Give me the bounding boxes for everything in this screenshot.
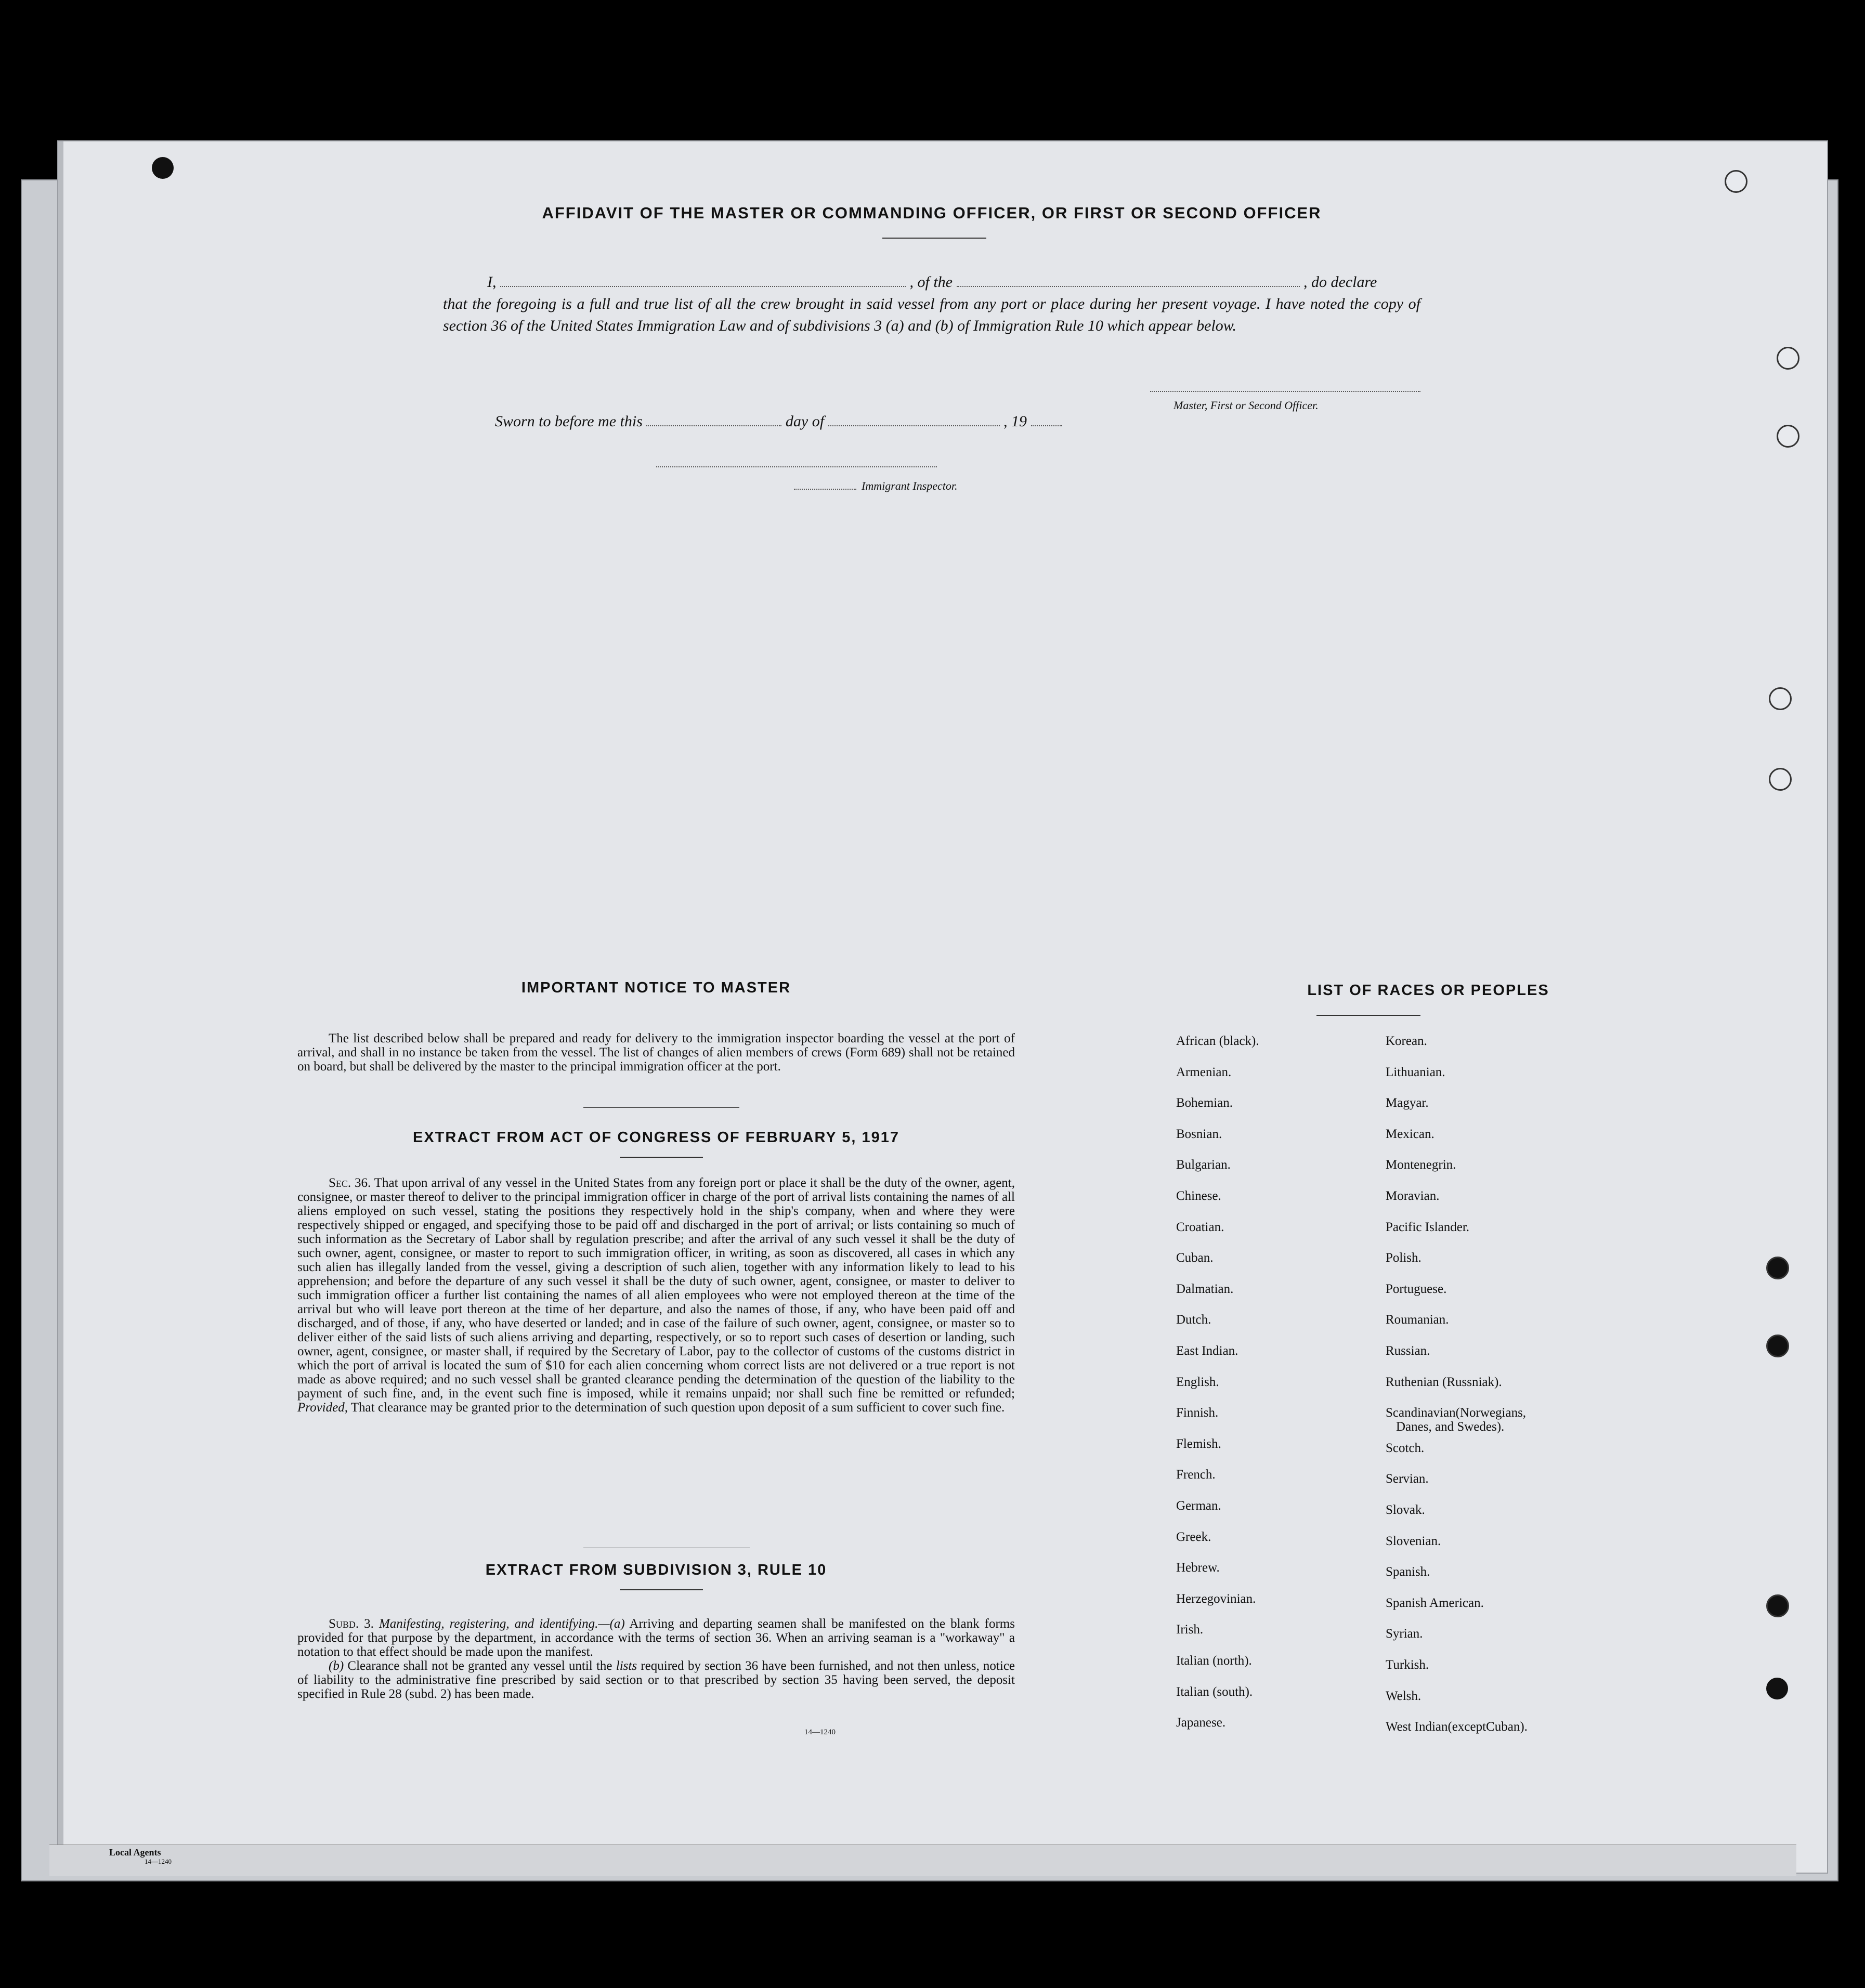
- affidavit-of-label: , of the: [909, 273, 953, 291]
- race-item: Danes, and Swedes).: [1396, 1420, 1505, 1434]
- race-item: East Indian.: [1176, 1344, 1238, 1358]
- binder-ring: [1766, 1257, 1789, 1279]
- signature-label: Master, First or Second Officer.: [1173, 399, 1319, 412]
- binder-ring: [1777, 347, 1799, 370]
- act-sec-label: Sec. 36.: [329, 1176, 371, 1190]
- race-item: Portuguese.: [1386, 1281, 1447, 1296]
- race-item: Japanese.: [1176, 1716, 1226, 1730]
- affidavit-declare-label: , do declare: [1303, 273, 1377, 291]
- race-item: Scandinavian(Norwegians,: [1386, 1406, 1527, 1420]
- race-item: Irish.: [1176, 1623, 1204, 1637]
- binder-ring: [1769, 687, 1792, 710]
- race-item: Servian.: [1386, 1472, 1429, 1486]
- race-item: Spanish.: [1386, 1565, 1430, 1579]
- race-item: Turkish.: [1386, 1658, 1429, 1672]
- notice-rule: [583, 1107, 739, 1108]
- notice-body: The list described below shall be prepared and ready for delivery to the immigration inspector boarding the vessel at the port of arrival, and shall in no instance be taken from the vessel. The list of changes of alien members of crews (Form 689) shall not be retained on board, but shall be delivered by the master to the principal immigration officer at the port.: [297, 1031, 1015, 1074]
- rule-para-b-lists: lists: [616, 1659, 637, 1673]
- race-item: Croatian.: [1176, 1220, 1224, 1234]
- race-item: Chinese.: [1176, 1189, 1221, 1203]
- affidavit-line-1: [443, 271, 1420, 293]
- race-item: African (black).: [1176, 1034, 1259, 1048]
- inspector-line-2[interactable]: [794, 489, 856, 490]
- inspector-line[interactable]: [656, 466, 937, 467]
- races-title: LIST OF RACES OR PEOPLES: [1307, 982, 1549, 999]
- race-item: Dutch.: [1176, 1313, 1211, 1327]
- race-item: Moravian.: [1386, 1189, 1440, 1203]
- race-item: German.: [1176, 1499, 1221, 1513]
- rule-para-a-text: Arriving and departing seamen shall be manifested on the blank forms provided for that purpose by the department, in accordance with the terms of section 36. When an arriving seaman is a "workaway" a notation to that effect should be made upon the manifest.: [297, 1617, 1015, 1659]
- affidavit-i-label: I,: [487, 273, 497, 291]
- signature-line[interactable]: [1150, 391, 1420, 392]
- binder-ring: [1777, 425, 1799, 448]
- punch-hole: [1766, 1678, 1788, 1699]
- sworn-day-field[interactable]: [646, 425, 781, 426]
- bottom-strip: [49, 1845, 1796, 1876]
- sworn-day-label: day of: [785, 413, 825, 430]
- punch-hole: [152, 157, 174, 179]
- race-item: English.: [1176, 1375, 1219, 1389]
- sworn-year-field[interactable]: [1031, 425, 1062, 426]
- race-item: Armenian.: [1176, 1065, 1232, 1079]
- local-agents-label: Local Agents: [109, 1847, 161, 1858]
- act-extract-body: [297, 1176, 1015, 1415]
- affidavit-body: that the foregoing is a full and true list of all the crew brought in said vessel from any port or place during her present voyage. I have noted the copy of section 36 of the United States Immigration Law and of subdivisions 3 (a) and (b) of Immigration Rule 10 which appear below.: [443, 295, 1420, 334]
- race-item: Montenegrin.: [1386, 1158, 1456, 1172]
- sworn-month-field[interactable]: [828, 425, 1000, 426]
- race-item: Spanish American.: [1386, 1595, 1484, 1610]
- race-item: Scotch.: [1386, 1441, 1425, 1455]
- inspector-label: Immigrant Inspector.: [862, 479, 958, 492]
- race-item: Bohemian.: [1176, 1096, 1233, 1110]
- race-item: Italian (north).: [1176, 1654, 1252, 1668]
- rule-para-b-text-1: Clearance shall not be granted any vessel until the: [347, 1659, 612, 1673]
- race-item: Slovak.: [1386, 1503, 1425, 1517]
- binder-ring: [1725, 170, 1747, 193]
- race-item: Herzegovinian.: [1176, 1591, 1256, 1606]
- notice-title: IMPORTANT NOTICE TO MASTER: [521, 979, 791, 996]
- binder-ring: [1769, 768, 1792, 791]
- race-item: Roumanian.: [1386, 1313, 1449, 1327]
- sworn-line: [495, 413, 1062, 430]
- binder-ring: [1766, 1335, 1789, 1357]
- footer-form-number: 14—1240: [145, 1858, 172, 1865]
- rule-extract-body: [297, 1617, 1015, 1701]
- race-item: Lithuanian.: [1386, 1065, 1445, 1079]
- rule-para-a: [297, 1617, 1015, 1659]
- race-item: Bosnian.: [1176, 1127, 1222, 1141]
- race-item: Magyar.: [1386, 1096, 1429, 1110]
- race-item: Bulgarian.: [1176, 1158, 1231, 1172]
- race-item: West Indian(exceptCuban).: [1386, 1720, 1528, 1734]
- rule-heading: Manifesting, registering, and identifying.—(a): [379, 1617, 625, 1631]
- race-item: Pacific Islander.: [1386, 1220, 1470, 1234]
- affidavit-title: AFFIDAVIT OF THE MASTER OR COMMANDING OFFICER, OR FIRST OR SECOND OFFICER: [542, 204, 1322, 222]
- race-item: Syrian.: [1386, 1627, 1423, 1641]
- race-item: Greek.: [1176, 1529, 1211, 1544]
- vessel-field[interactable]: [957, 286, 1300, 287]
- race-item: Russian.: [1386, 1344, 1430, 1358]
- rule-para-b-label: (b): [329, 1659, 344, 1673]
- race-item: Welsh.: [1386, 1689, 1421, 1703]
- sworn-year-label: , 19: [1003, 413, 1027, 430]
- act-title-rule: [620, 1157, 703, 1158]
- sworn-prefix: Sworn to before me this: [495, 413, 643, 430]
- race-item: Flemish.: [1176, 1436, 1221, 1451]
- race-item: Hebrew.: [1176, 1561, 1220, 1575]
- race-item: Finnish.: [1176, 1406, 1219, 1420]
- race-item: Mexican.: [1386, 1127, 1434, 1141]
- title-rule: [882, 238, 986, 239]
- form-sheet: [57, 140, 1828, 1874]
- act-body-text: That upon arrival of any vessel in the United States from any foreign port or place it shall be the duty of the owner, agent, consignee, or master thereof to deliver to the principal immigration officer in charge of the port of arrival lists containing the names of all aliens employed on such vessel, stating the positions they respectively hold in the ship's company, when and where they were respectively shipped or engaged, and specifying those to be paid off and discharged in the port of arrival; or lists containing so much of such information as the Secretary of Labor shall by regulation prescribe; and after the arrival of any such vessel it shall be the duty of such owner, agent, consignee, or master to report to such immigration officer, in writing, as soon as discovered, all cases in which any such alien has illegally landed from the vessel, giving a description of such alien, together with any information likely to lead to his apprehension; and before the departure of any such vessel it shall be the duty of such owner, agent, consignee, or master to deliver to such immigration officer a further list containing the names of all alien employees who were not employed thereon at the time of the arrival but who will leave port thereon at the time of her departure, and also the names of those, if any, who have been paid off and discharged, and of those, if any, who have deserted or landed; and in case of the failure of such owner, agent, consignee, or master so to deliver either of the said lists of such aliens arriving and departing, respectively, or so to report such cases of desertion or landing, such owner, agent, consignee, or master shall, if required by the Secretary of Labor, pay to the collector of customs of the customs district in which the port of arrival is located the sum of $10 for each alien concerning whom correct lists are not delivered or a true report is not made as above required; and no such vessel shall be granted clearance pending the determination of the question of the liability to the payment of such fine, and, in the event such fine is imposed, while it remains unpaid; nor shall such fine be remitted or refunded;: [297, 1176, 1015, 1401]
- form-number: 14—1240: [804, 1728, 836, 1736]
- left-strip: [58, 141, 63, 1873]
- act-body-end: That clearance may be granted prior to the determination of such question upon deposit of a sum sufficient to cover such fine.: [350, 1401, 1005, 1415]
- races-title-rule: [1316, 1015, 1420, 1016]
- race-item: Italian (south).: [1176, 1684, 1253, 1699]
- rule-subd-label: Subd. 3.: [329, 1617, 374, 1631]
- rule-para-b-text-2: required by section 36 have been furnished, and not then unless, notice of liability to the administrative fine prescribed by said section or to that prescribed by section 35 having been served, the deposit specified in Rule 28 (subd. 2) has been made.: [297, 1659, 1015, 1701]
- race-item: Ruthenian (Russniak).: [1386, 1375, 1502, 1389]
- rule-extract-title: EXTRACT FROM SUBDIVISION 3, RULE 10: [485, 1562, 827, 1578]
- name-field[interactable]: [500, 286, 906, 287]
- binder-ring: [1766, 1594, 1789, 1617]
- race-item: French.: [1176, 1468, 1216, 1482]
- act-extract-title: EXTRACT FROM ACT OF CONGRESS OF FEBRUARY 5, 1917: [412, 1129, 900, 1146]
- race-item: Slovenian.: [1386, 1534, 1441, 1548]
- rule-para-b: [297, 1659, 1015, 1701]
- race-item: Dalmatian.: [1176, 1281, 1234, 1296]
- rule-title-rule: [620, 1589, 703, 1590]
- race-item: Cuban.: [1176, 1251, 1214, 1265]
- act-proviso: Provided,: [297, 1401, 348, 1415]
- race-item: Korean.: [1386, 1034, 1427, 1048]
- race-item: Polish.: [1386, 1251, 1421, 1265]
